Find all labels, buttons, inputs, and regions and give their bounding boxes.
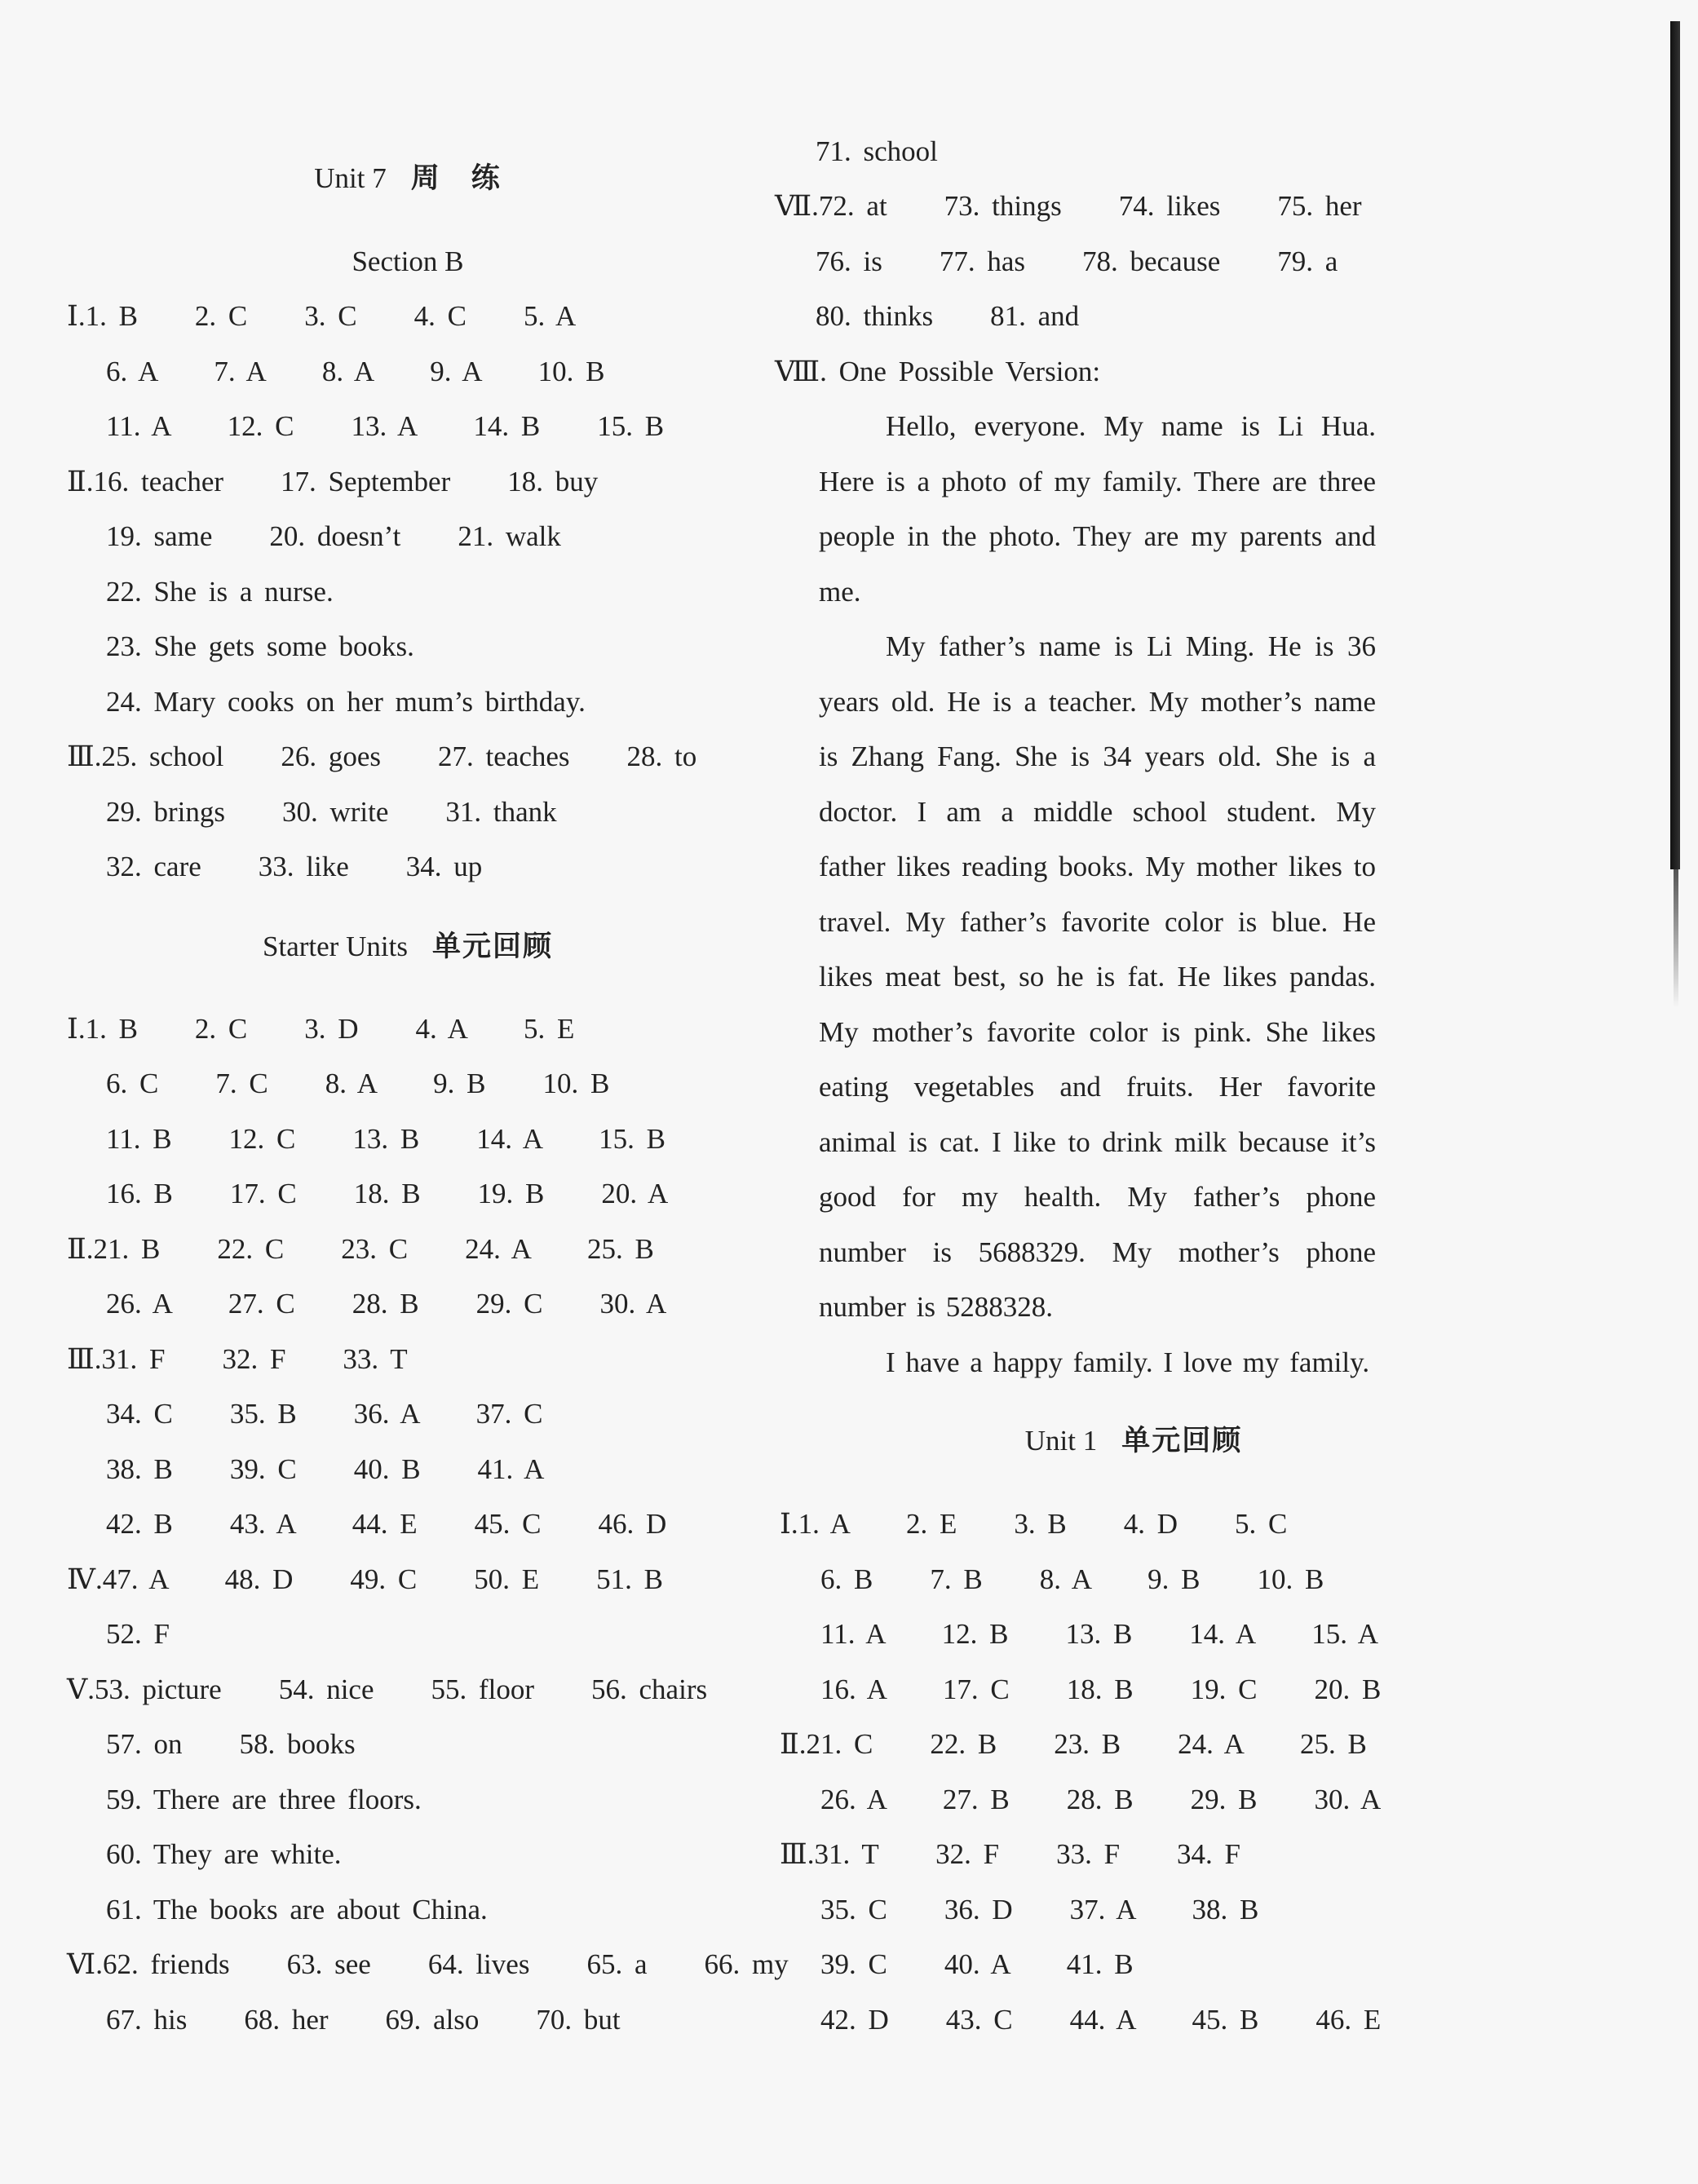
answer-line: Ⅲ.31. F 32. F 33. T — [67, 1343, 408, 1375]
answer-line: Ⅰ.1. A 2. E 3. B 4. D 5. C — [780, 1508, 1288, 1540]
answer-line: Ⅶ.72. at 73. things 74. likes 75. her — [775, 190, 1362, 222]
answer-line: 42. D 43. C 44. A 45. B 46. E — [820, 2004, 1382, 2036]
unit1-title-cn: 单元回顾 — [1121, 1425, 1243, 1457]
answer-line: Ⅳ.47. A 48. D 49. C 50. E 51. B — [67, 1563, 663, 1595]
answer-line: 57. on 58. books — [106, 1728, 356, 1760]
answer-line: 19. same 20. doesn’t 21. walk — [106, 520, 561, 552]
answer-line: 61. The books are about China. — [106, 1894, 488, 1925]
answer-line: 11. A 12. C 13. A 14. B 15. B — [106, 410, 665, 442]
answer-line: Ⅰ.1. B 2. C 3. D 4. A 5. E — [67, 1013, 575, 1045]
answer-line: 38. B 39. C 40. B 41. A — [106, 1453, 545, 1485]
unit7-heading — [0, 160, 816, 197]
answer-line: Ⅷ. One Possible Version: — [775, 356, 1101, 387]
starter-units-title: Starter Units — [263, 931, 408, 962]
scan-edge-shadow — [1670, 21, 1680, 869]
answer-line: 16. A 17. C 18. B 19. C 20. B — [820, 1673, 1382, 1705]
answer-line: 35. C 36. D 37. A 38. B — [820, 1894, 1259, 1925]
answer-line: 71. school — [816, 135, 938, 167]
answer-line: 60. They are white. — [106, 1838, 342, 1870]
section-b-heading: Section B — [352, 245, 464, 277]
answer-line: Ⅲ.31. T 32. F 33. F 34. F — [780, 1838, 1241, 1870]
model-essay — [819, 399, 1376, 1390]
answer-line: 11. B 12. C 13. B 14. A 15. B — [106, 1123, 665, 1155]
answer-line: 32. care 33. like 34. up — [106, 851, 483, 882]
answer-line: 34. C 35. B 36. A 37. C — [106, 1398, 543, 1430]
answer-line: 6. A 7. A 8. A 9. A 10. B — [106, 356, 605, 387]
answer-line: 26. A 27. C 28. B 29. C 30. A — [106, 1288, 667, 1320]
answer-line: Ⅲ.25. school 26. goes 27. teaches 28. to — [67, 741, 697, 772]
scan-edge-fade — [1674, 869, 1678, 1008]
answer-line: 29. brings 30. write 31. thank — [106, 796, 557, 828]
unit1-heading — [775, 1422, 1492, 1460]
unit7-title-cn: 周 练 — [410, 162, 502, 195]
answer-line: 16. B 17. C 18. B 19. B 20. A — [106, 1178, 669, 1209]
starter-units-heading — [0, 928, 816, 966]
answer-line: Ⅰ.1. B 2. C 3. C 4. C 5. A — [67, 300, 577, 332]
essay-paragraph: I have a happy family. I love my family. — [886, 1346, 1370, 1378]
answer-line: 80. thinks 81. and — [816, 300, 1080, 332]
answer-line: Ⅱ.16. teacher 17. September 18. buy — [67, 466, 599, 497]
answer-line: Ⅱ.21. C 22. B 23. B 24. A 25. B — [780, 1728, 1367, 1760]
answer-line: 23. She gets some books. — [106, 630, 414, 662]
answer-line: Ⅴ.53. picture 54. nice 55. floor 56. chairs — [67, 1673, 708, 1705]
answer-line: 67. his 68. her 69. also 70. but — [106, 2004, 621, 2036]
answer-line: Ⅱ.21. B 22. C 23. C 24. A 25. B — [67, 1233, 654, 1265]
answer-line: Ⅵ.62. friends 63. see 64. lives 65. a 66. my — [67, 1948, 789, 1980]
answer-line: 59. There are three floors. — [106, 1784, 422, 1815]
answer-line: 6. B 7. B 8. A 9. B 10. B — [820, 1563, 1324, 1595]
answer-line: 39. C 40. A 41. B — [820, 1948, 1134, 1980]
answer-line: 76. is 77. has 78. because 79. a — [816, 245, 1338, 277]
answer-line: 42. B 43. A 44. E 45. C 46. D — [106, 1508, 667, 1540]
answer-line: 11. A 12. B 13. B 14. A 15. A — [820, 1618, 1379, 1650]
answer-line: 24. Mary cooks on her mum’s birthday. — [106, 686, 586, 718]
essay-paragraph: Hello, everyone. My name is Li Hua. Here is a photo of my family. There are three people in the photo. They are my parents and me. — [819, 410, 1376, 608]
answer-line: 6. C 7. C 8. A 9. B 10. B — [106, 1068, 610, 1099]
unit7-title: Unit 7 — [314, 162, 387, 194]
answer-line: 22. She is a nurse. — [106, 576, 334, 608]
answer-line: 26. A 27. B 28. B 29. B 30. A — [820, 1784, 1382, 1815]
essay-paragraph: My father’s name is Li Ming. He is 36 years old. He is a teacher. My mother’s name is Zhang Fang. She is 34 years old. She is a doctor. I am a middle school student. My father likes reading books. My mother likes to travel. My father’s favorite color is blue. He likes meat best, so he is fat. He likes pandas. My mother’s favorite color is pink. She likes eating vegetables and fruits. Her favorite animal is cat. I like to drink milk because it’s good for my health. My father’s phone number is 5688329. My mother’s phone number is 5288328. — [819, 630, 1376, 1323]
unit1-title: Unit 1 — [1024, 1425, 1098, 1457]
answer-line: 52. F — [106, 1618, 170, 1650]
starter-units-title-cn: 单元回顾 — [431, 931, 553, 963]
